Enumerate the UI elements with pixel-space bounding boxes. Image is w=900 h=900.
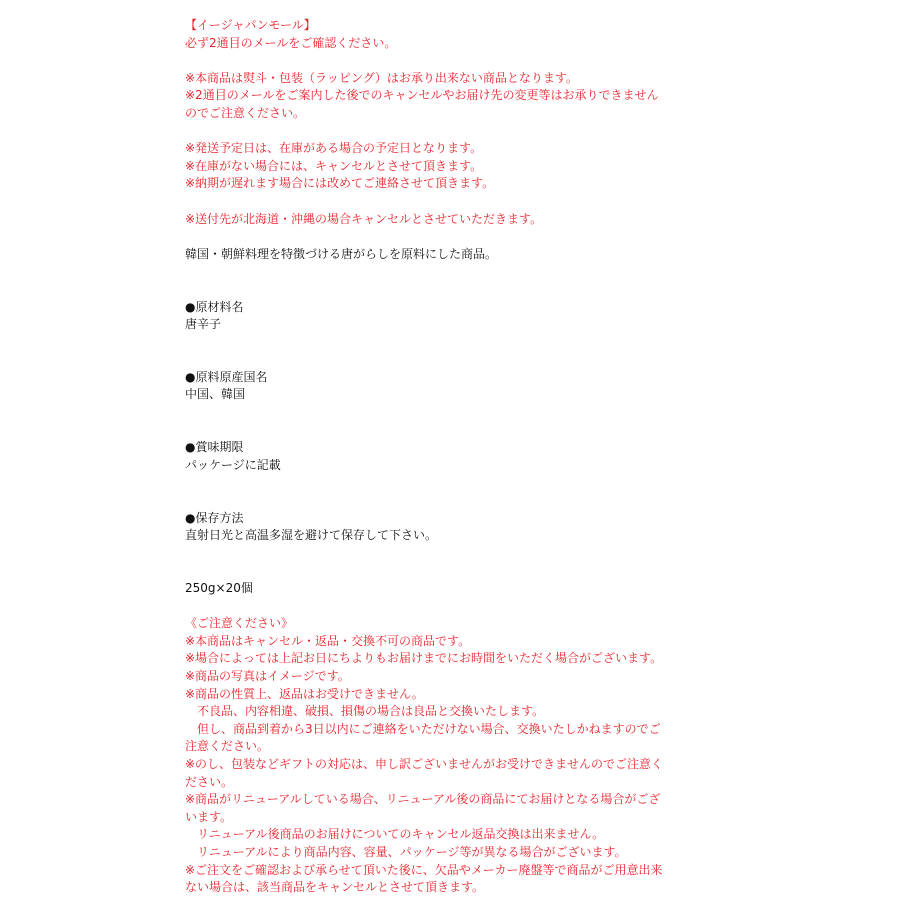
spacer [185, 123, 705, 141]
caution-line: ※のし、包装などギフトの対応は、申し訳ございませんがお受けできませんのでご注意く [185, 756, 664, 771]
no-wrapping-notice: ※本商品は熨斗・包装（ラッピング）はお承り出来ない商品となります。 [185, 70, 578, 85]
spec-label-ingredients: ●原材料名 [185, 299, 244, 314]
spacer [185, 281, 705, 299]
spacer [185, 404, 705, 422]
spacer [185, 545, 705, 563]
spacer [185, 474, 705, 492]
spec-value-best-before: パッケージに記載 [185, 457, 281, 472]
caution-line: います。 [185, 809, 233, 824]
caution-line: リニューアルにより商品内容、容量、パッケージ等が異なる場合がございます。 [185, 844, 627, 859]
product-description: 韓国・朝鮮料理を特徴づける唐がらしを原料にした商品。 [185, 246, 498, 261]
out-of-stock-notice: ※在庫がない場合には、キャンセルとさせて頂きます。 [185, 158, 483, 173]
caution-line: 但し、商品到着から3日以内にご連絡をいただけない場合、交換いたしかねますのでご [185, 721, 661, 736]
spacer [185, 263, 705, 281]
spacer [185, 351, 705, 369]
caution-line: リニューアル後商品のお届けについてのキャンセル返品交換は出来ません。 [185, 827, 605, 842]
spec-value-storage: 直射日光と高温多湿を避けて保存して下さい。 [185, 528, 438, 543]
caution-line: 注意ください。 [185, 739, 270, 754]
spacer [185, 334, 705, 352]
caution-line: ※ご注文をご確認および承らせて頂いた後に、欠品やメーカー廃盤等で商品がご用意出来 [185, 862, 663, 877]
ship-date-notice: ※発送予定日は、在庫がある場合の予定日となります。 [185, 141, 483, 156]
region-notice: ※送付先が北海道・沖縄の場合キャンセルとさせていただきます。 [185, 211, 543, 226]
caution-line: ※本商品はキャンセル・返品・交換不可の商品です。 [185, 633, 471, 648]
delay-notice: ※納期が遅れます場合には改めてご連絡させて頂きます。 [185, 176, 495, 191]
spacer [185, 193, 705, 211]
caution-line: ※商品がリニューアルしている場合、リニューアル後の商品にてお届けとなる場合がござ [185, 792, 661, 807]
spec-label-storage: ●保存方法 [185, 510, 244, 525]
spacer [185, 598, 705, 616]
no-change-notice-line-2: のでご注意ください。 [185, 105, 306, 120]
spec-label-best-before: ●賞味期限 [185, 440, 244, 455]
spec-value-ingredients: 唐辛子 [185, 317, 222, 332]
spacer [185, 492, 705, 510]
spec-label-origin: ●原料原産国名 [185, 369, 268, 384]
spacer [185, 562, 705, 580]
caution-line: ※商品の性質上、返品はお受けできません。 [185, 686, 424, 701]
caution-title: 《ご注意ください》 [185, 616, 294, 631]
spacer [185, 228, 705, 246]
no-change-notice-line-1: ※2通目のメールをご案内した後でのキャンセルやお届け先の変更等はお承りできません [185, 88, 659, 103]
spec-value-origin: 中国、韓国 [185, 387, 246, 402]
caution-line: ない場合は、該当商品をキャンセルとさせて頂きます。 [185, 880, 485, 895]
quantity: 250g×20個 [185, 581, 253, 595]
confirm-mail-notice: 必ず2通目のメールをご確認ください。 [185, 35, 397, 50]
store-name: 【イージャパンモール】 [185, 18, 316, 32]
caution-line: 不良品、内容相違、破損、損傷の場合は良品と交換いたします。 [185, 704, 545, 719]
spacer [185, 422, 705, 440]
caution-line: ※商品の写真はイメージです。 [185, 668, 350, 683]
spacer [185, 52, 705, 70]
caution-line: ださい。 [185, 774, 234, 789]
caution-line: ※場合によっては上記お日にちよりもお届けまでにお時間をいただく場合がございます。 [185, 651, 663, 666]
product-description-document [185, 17, 705, 897]
